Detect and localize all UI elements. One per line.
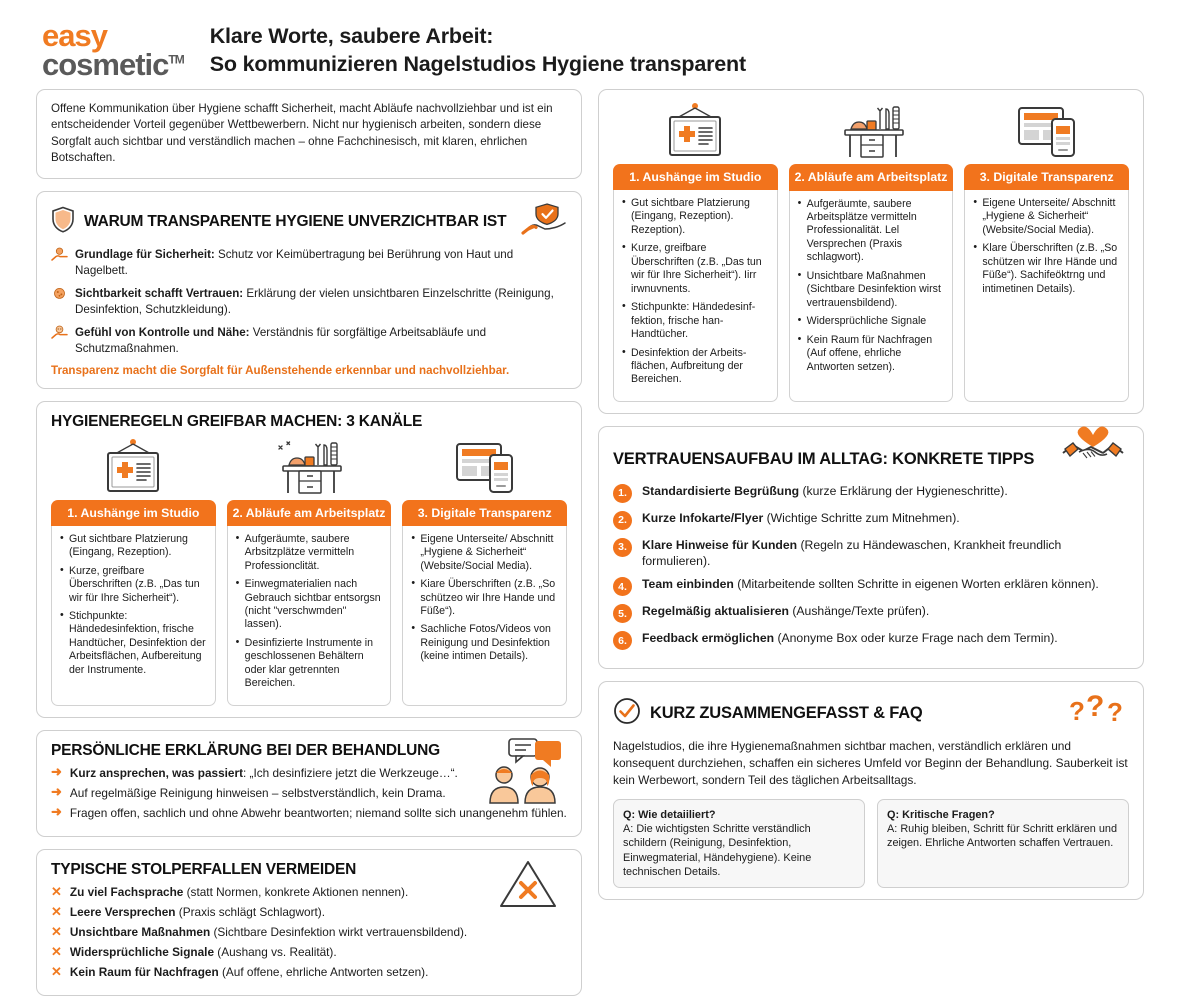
- faq-list: [613, 799, 1129, 888]
- tip-number: 4.: [613, 577, 632, 596]
- channel-title: 3. Digitale Transparenz: [402, 500, 567, 526]
- shield-hand-icon: [521, 203, 567, 242]
- channel-bullet: • Gut sichtbare Platzierung (Eingang, Rezeption).: [60, 533, 207, 560]
- pitfalls-card: [36, 849, 582, 996]
- channels-right-card: [598, 89, 1144, 414]
- tip-text: Feedback ermöglichen (Anonyme Box oder kurze Frage nach dem Termin).: [642, 631, 1058, 646]
- why-item-text: Grundlage für Sicherheit: Schutz vor Keimübertragung bei Berührung von Haut und Nagelbett.: [75, 247, 514, 277]
- brand-logo-cosmetic: cosmetic™: [42, 46, 184, 82]
- page-title-line2: So kommunizieren Nagelstudios Hygiene transparent: [209, 51, 746, 76]
- tip-text: Kurze Infokarte/Flyer (Wichtige Schritte zum Mitnehmen).: [642, 510, 960, 525]
- x-icon: ✕: [51, 923, 62, 939]
- channel-bullet: • Aufgeräumte, saubere Arbeitsplätze vermitteln Professionalität. Lel Versprechen (Praxis schlagwort).: [798, 198, 945, 265]
- channel-body: [227, 526, 392, 706]
- channel-bullet: • Desinfizierte Instrumente in geschlossenen Behältern oder klar getrennten Bereichen.: [236, 637, 383, 691]
- tip-number: 6.: [613, 631, 632, 650]
- svg-text:?: ?: [1069, 696, 1085, 727]
- faq-question: Q: Kritische Fragen?: [887, 809, 995, 822]
- tip-item: [613, 537, 1129, 569]
- channel-title: 1. Aushänge im Studio: [613, 164, 778, 190]
- personal-item-text: Auf regelmäßige Reinigung hinweisen – selbstverständlich, kein Drama.: [69, 785, 446, 800]
- tip-text: Standardisierte Begrüßung (kurze Erklärung der Hygieneschritte).: [642, 483, 1008, 498]
- poster-cross-icon: [613, 100, 778, 160]
- workstation-icon: [227, 436, 392, 496]
- channel-bullet: • Stichpunkte: Händedesinf- fektion, frische han- Handtücher.: [622, 301, 769, 341]
- pitfall-text: Zu viel Fachsprache (statt Normen, konkrete Aktionen nennen).: [69, 884, 409, 899]
- channels-left-heading: HYGIENEREGELN GREIFBAR MACHEN: 3 KANÄLE: [51, 412, 423, 430]
- svg-text:?: ?: [1086, 694, 1105, 724]
- page-title: [210, 23, 746, 79]
- pitfall-text: Widersprüchliche Signale (Aushang vs. Realität).: [69, 944, 337, 959]
- channels-right-list: [613, 100, 1129, 402]
- left-column: [36, 89, 582, 996]
- channels-left-card: [36, 401, 582, 718]
- personal-item-text: Fragen offen, sachlich und ohne Abwehr beantworten; niemand sollte sich unangenehm fühlen.: [69, 805, 567, 820]
- pitfall-text: Unsichtbare Maßnahmen (Sichtbare Desinfektion wirkt vertrauensbildend).: [69, 924, 468, 939]
- channel-title: 3. Digitale Transparenz: [964, 164, 1129, 190]
- why-item-text: Gefühl von Kontrolle und Nähe: Verständnis für sorgfältige Arbeitsabläufe und Schutzmaßnahmen.: [75, 325, 487, 355]
- channel-bullet: • Kein Raum für Nachfragen (Auf offene, ehrliche Antworten setzen).: [798, 334, 945, 374]
- intro-card: [36, 89, 582, 179]
- trademark-symbol: TM: [168, 52, 184, 67]
- channel-bullet: • Widersprüchliche Signale: [798, 315, 945, 328]
- channel-card: [227, 436, 392, 706]
- trust-heading: VERTRAUENSAUFBAU IM ALLTAG: KONKRETE TIPPS: [613, 449, 1035, 468]
- channel-bullet: • Aufgeräumte, saubere Arbsitzplätze vermitteln Professionclität.: [236, 533, 383, 573]
- trust-card: [598, 426, 1144, 669]
- arrow-right-icon: ➜: [51, 763, 62, 779]
- summary-heading: KURZ ZUSAMMENGEFASST & FAQ: [650, 704, 923, 723]
- channel-bullet: • Klare Überschriften (z.B. „So schützen wir Ihre Hände und Füße“). Sachifeöktrng und intimetinen Details).: [973, 242, 1120, 296]
- pitfall-item: [51, 944, 567, 960]
- x-icon: ✕: [51, 963, 62, 979]
- pitfalls-heading: TYPISCHE STOLPERFALLEN VERMEIDEN: [51, 860, 357, 878]
- two-column-layout: [0, 89, 1200, 996]
- pitfall-item: [51, 904, 567, 920]
- channel-body: [964, 190, 1129, 402]
- brand-logo: [42, 18, 184, 82]
- handshake-heart-icon: [1057, 419, 1129, 478]
- why-heading: WARUM TRANSPARENTE HYGIENE UNVERZICHTBAR IST: [84, 213, 507, 231]
- channel-title: 2. Abläufe am Arbeitsplatz: [789, 164, 954, 191]
- channel-bullet: • Stichpunkte: Händedesinfektion, frische Handtücher, Desinfektion der Arbeitsflächen, Aufbereitung der Instrumente.: [60, 610, 207, 677]
- x-icon: ✕: [51, 903, 62, 919]
- summary-card: [598, 681, 1144, 900]
- summary-intro: Nagelstudios, die ihre Hygienemaßnahmen sichtbar machen, verständlich erklären und konsequent durchziehen, schaffen ein sicheres Umfeld vor Beginn der Behandlung. Sauberkeit ist kein Werbewort, sondern Teil des täglichen Arbeitsalltags.: [613, 739, 1128, 788]
- channel-card: [613, 100, 778, 402]
- channel-card: [51, 436, 216, 706]
- page-header: [0, 0, 1200, 89]
- tip-item: [613, 510, 1129, 530]
- channel-bullet: • Eigene Unterseite/ Abschnitt „Hygiene & Sicherheit“ (Website/Social Media).: [411, 533, 558, 573]
- why-item-text: Sichtbarkeit schafft Vertrauen: Erklärung der vielen unsichtbaren Einzelschritte (Reinigung, Desinfektion, Schutzkleidung).: [75, 286, 554, 316]
- pitfall-item: [51, 884, 567, 900]
- check-circle-icon: [613, 697, 641, 730]
- x-icon: ✕: [51, 883, 62, 899]
- channel-body: [789, 191, 954, 402]
- channel-card: [789, 100, 954, 402]
- channel-body: [402, 526, 567, 706]
- svg-text:?: ?: [1107, 697, 1123, 728]
- why-heading-row: [51, 203, 567, 242]
- channel-bullet: • Kurze, greifbare Überschriften (z.B. „Das tun wir für Ihre Sicherheit“).: [60, 565, 207, 605]
- tip-number: 3.: [613, 538, 632, 557]
- channel-bullet: • Sachliche Fotos/Videos von Reinigung und Desinfektion (keine intimen Details).: [411, 623, 558, 663]
- page-title-line1: Klare Worte, saubere Arbeit:: [209, 23, 494, 48]
- faq-question: Q: Wie detaiiliert?: [623, 809, 716, 822]
- shield-icon: [51, 206, 75, 238]
- workstation-icon: [789, 100, 954, 160]
- tablet-phone-icon: [964, 100, 1129, 160]
- tip-text: Klare Hinweise für Kunden (Regeln zu Händewaschen, Krankheit freundlich formulieren).: [642, 537, 1062, 569]
- channel-body: [51, 526, 216, 706]
- pitfall-item: [51, 924, 567, 940]
- tip-item: [613, 630, 1129, 650]
- tip-text: Regelmäßig aktualisieren (Aushänge/Texte prüfen).: [642, 604, 930, 619]
- tip-item: [613, 483, 1129, 503]
- channel-bullet: • Kiare Überschriften (z.B. „So schützeo wir Ihre Hande und Füße“).: [411, 578, 558, 618]
- question-marks-icon: [1069, 694, 1129, 733]
- why-item: [51, 247, 567, 279]
- tip-number: 2.: [613, 511, 632, 530]
- poster-cross-icon: [51, 436, 216, 496]
- intro-text: Offene Kommunikation über Hygiene schafft Sicherheit, macht Abläufe nachvollziehbar und ist ein entscheidender Vorteil gegenüber Wettbewerbern. Nicht nur hygienisch arbeiten, sondern diese Sorgfalt auch sichtbar und verständlich machen – ohne Fachchinesisch, mit klaren, ehrlichen Botschaften.: [51, 102, 553, 165]
- channel-bullet: • Gut sichtbare Platzierung (Eingang, Rezeption). Rezeption).: [622, 197, 769, 237]
- summary-heading-row: [613, 694, 1129, 733]
- hand-face-icon: [51, 325, 68, 345]
- channel-title: 2. Abläufe am Arbeitsplatz: [227, 500, 392, 526]
- channels-left-list: [51, 436, 567, 706]
- speech-people-icon: [485, 737, 565, 810]
- why-note: Transparenz macht die Sorgfalt für Außenstehende erkennbar und nachvollziehbar.: [51, 363, 510, 377]
- tip-number: 1.: [613, 484, 632, 503]
- x-icon: ✕: [51, 943, 62, 959]
- faq-answer: A: Die wichtigsten Schritte verständlich schildern (Reinigung, Desinfektion, Einwegmaterial, Händehygiene). Keine technischen Details.: [623, 823, 812, 878]
- brand-logo-easy: easy: [42, 18, 107, 53]
- channel-bullet: • Eigene Unterseite/ Abschnitt „Hygiene & Sicherheit“ (Website/Social Media).: [973, 197, 1120, 237]
- pitfalls-heading-row: [51, 861, 567, 879]
- tip-text: Team einbinden (Mitarbeitende sollten Schritte in eigenen Worten erklären können).: [642, 577, 1099, 592]
- channel-card: [402, 436, 567, 706]
- tip-number: 5.: [613, 604, 632, 623]
- faq-answer: A: Ruhig bleiben, Schritt für Schritt erklären und zeigen. Ehrliche Antworten schaffen Vertrauen.: [887, 823, 1118, 850]
- personal-card: [36, 730, 582, 837]
- tip-item: [613, 576, 1129, 596]
- channel-bullet: • Unsichtbare Maßnahmen (Sichtbare Desinfektion wirst vertrauensbildend).: [798, 270, 945, 310]
- faq-item: [877, 799, 1129, 888]
- personal-item-text: Kurz ansprechen, was passiert: „Ich desinfiziere jetzt die Werkzeuge…“.: [69, 765, 458, 780]
- warning-x-icon: [497, 858, 559, 915]
- channel-card: [964, 100, 1129, 402]
- tip-item: [613, 603, 1129, 623]
- channel-bullet: • Kurze, greifbare Überschriften (z.B. „Das tun wir für Ihre Sicherheit“). Iirr irwnuvnents.: [622, 242, 769, 296]
- hand-germ-icon: [51, 247, 68, 267]
- tablet-phone-icon: [402, 436, 567, 496]
- pitfall-text: Leere Versprechen (Praxis schlägt Schlagwort).: [69, 904, 325, 919]
- personal-heading: PERSÖNLICHE ERKLÄRUNG BEI DER BEHANDLUNG: [51, 741, 440, 759]
- why-item: [51, 325, 567, 357]
- why-item: [51, 286, 567, 318]
- channel-bullet: • Desinfektion der Arbeits- flächen, Aufbreitung der Bereichen.: [622, 347, 769, 387]
- arrow-right-icon: ➜: [51, 783, 62, 799]
- why-card: [36, 191, 582, 389]
- trust-heading-row: [613, 441, 1129, 478]
- pitfall-text: Kein Raum für Nachfragen (Auf offene, ehrliche Antworten setzen).: [69, 964, 429, 979]
- channel-title: 1. Aushänge im Studio: [51, 500, 216, 526]
- channel-bullet: • Einwegmaterialien nach Gebrauch sichtbar entsorgsn (nicht "verschwmden" lassen).: [236, 578, 383, 632]
- pitfall-item: [51, 964, 567, 980]
- arrow-right-icon: ➜: [51, 803, 62, 819]
- right-column: [598, 89, 1144, 996]
- faq-item: [613, 799, 865, 888]
- channel-body: [613, 190, 778, 402]
- germ-icon: [51, 286, 68, 306]
